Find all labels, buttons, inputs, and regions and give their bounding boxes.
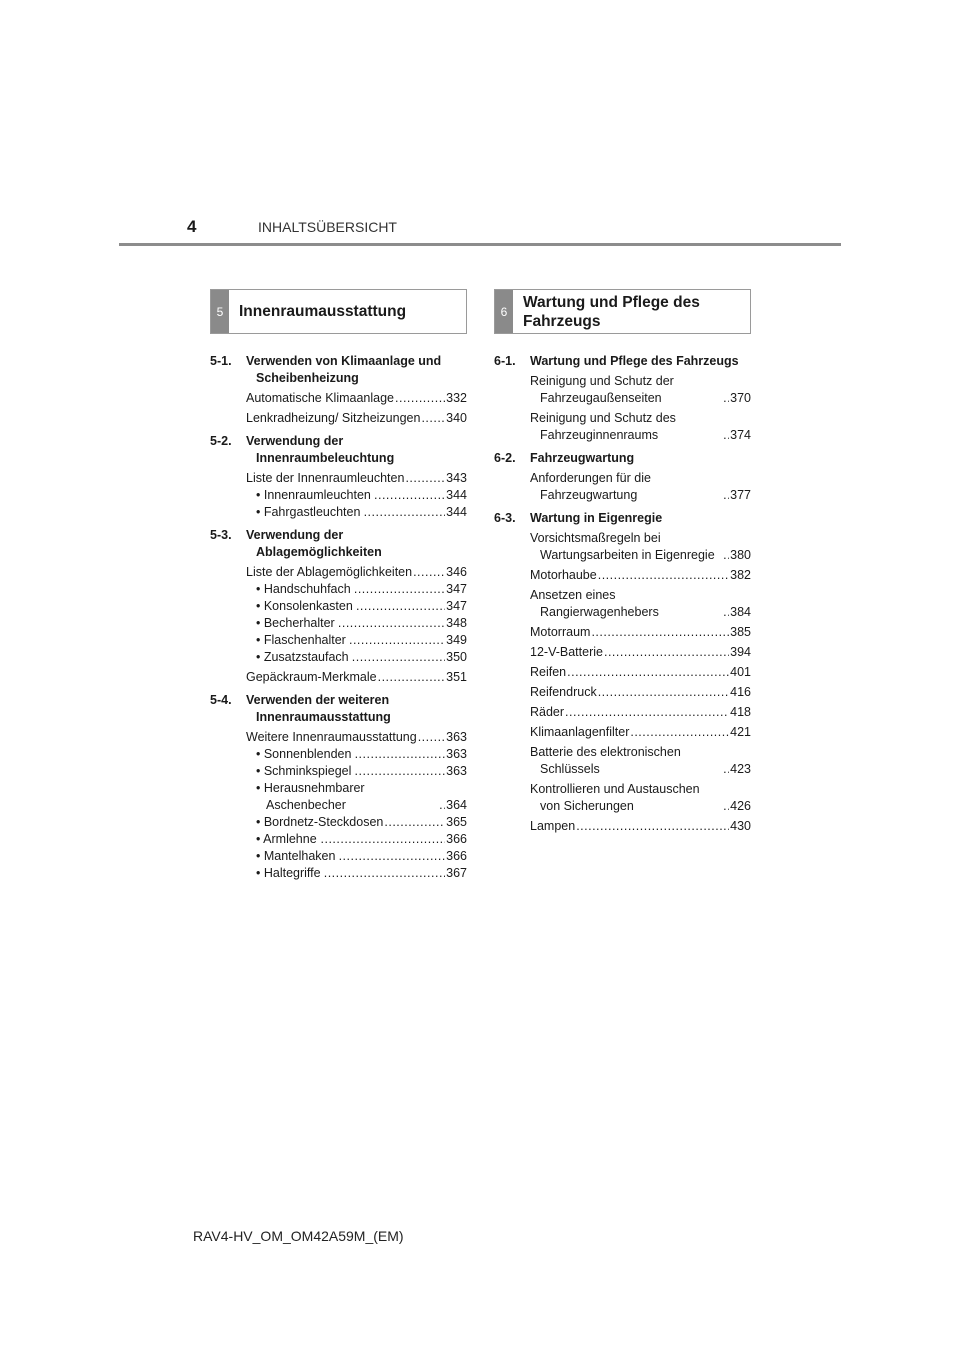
section-number: 6-1. [494, 354, 516, 368]
toc-entry[interactable] [530, 567, 751, 584]
toc-entry[interactable] [530, 644, 751, 661]
entry-label: • Schminkspiegel [256, 764, 352, 778]
toc-entry[interactable] [246, 564, 467, 581]
entry-page-number: 430 [730, 819, 751, 833]
dot-leader [364, 504, 446, 521]
toc-subentry[interactable] [256, 615, 467, 632]
toc-section-heading [494, 353, 751, 370]
toc-entry[interactable] [246, 470, 467, 487]
toc-subentry[interactable] [256, 848, 467, 865]
entry-page-number: 423 [730, 762, 751, 776]
toc-entry[interactable] [530, 664, 751, 681]
entry-label: • Flaschenhalter [256, 633, 346, 647]
entry-label: Reifendruck [530, 685, 597, 699]
toc-entry[interactable] [530, 781, 751, 815]
chapter-number-tab: 6 [495, 290, 513, 333]
entry-page-number: 380 [730, 548, 751, 562]
entry-label: Lampen [530, 819, 576, 833]
dot-leader [395, 390, 445, 407]
toc-entry[interactable] [530, 818, 751, 835]
entry-label: Automatische Klimaanlage [246, 391, 394, 405]
toc-subentry[interactable] [256, 780, 467, 814]
toc-section-heading [210, 433, 467, 467]
toc-column-left [210, 289, 467, 882]
entry-label: Ansetzen eines Rangierwagenhebers [530, 588, 659, 619]
chapter-title: Wartung und Pflege des Fahrzeugs [523, 293, 700, 330]
entry-page-number: 421 [730, 725, 751, 739]
dot-leader [439, 797, 445, 814]
dot-leader [413, 564, 445, 581]
toc-subentry[interactable] [256, 598, 467, 615]
section-title: Verwenden von Klimaanlage und Scheibenheizung [246, 354, 442, 385]
section-number: 5-2. [210, 434, 232, 448]
toc-subentry[interactable] [256, 487, 467, 504]
dot-leader [356, 598, 445, 615]
section-title: Verwendung der Innenraumbeleuchtung [246, 434, 395, 465]
dot-leader [421, 410, 445, 427]
header-rule [119, 243, 841, 246]
document-code: RAV4-HV_OM_OM42A59M_(EM) [193, 1228, 404, 1244]
entry-label: Liste der Ablagemöglichkeiten [246, 565, 413, 579]
section-title: Wartung und Pflege des Fahrzeugs [530, 354, 739, 368]
entry-page-number: 351 [446, 670, 467, 684]
entry-label: • Handschuhfach [256, 582, 351, 596]
entry-page-number: 346 [446, 565, 467, 579]
page-title: INHALTSÜBERSICHT [258, 219, 397, 235]
dot-leader [384, 814, 445, 831]
entry-label: Kontrollieren und Austauschen von Sicherungen [530, 782, 700, 813]
toc-list [494, 353, 751, 835]
entry-label: • Herausnehmbarer Aschenbecher [256, 781, 365, 812]
page-number: 4 [187, 217, 197, 236]
section-title: Verwenden der weiteren Innenraumausstattung [246, 693, 391, 724]
toc-section-heading [494, 510, 751, 527]
entry-page-number: 394 [730, 645, 751, 659]
toc-entry[interactable] [530, 724, 751, 741]
toc-section-heading [494, 450, 751, 467]
entry-page-number: 364 [446, 798, 467, 812]
entry-page-number: 366 [446, 849, 467, 863]
toc-subentry[interactable] [256, 865, 467, 882]
entry-page-number: 363 [446, 730, 467, 744]
entry-page-number: 344 [446, 488, 467, 502]
dot-leader [565, 704, 729, 721]
chapter-number-tab: 5 [211, 290, 229, 333]
dot-leader [723, 604, 729, 621]
dot-leader [339, 848, 446, 865]
entry-label: Räder [530, 705, 565, 719]
entry-label: • Haltegriffe [256, 866, 321, 880]
toc-entry[interactable] [530, 624, 751, 641]
dot-leader [576, 818, 729, 835]
toc-entry[interactable] [246, 729, 467, 746]
section-number: 5-1. [210, 354, 232, 368]
dot-leader [321, 831, 446, 848]
entry-page-number: 384 [730, 605, 751, 619]
entry-label: • Konsolenkasten [256, 599, 353, 613]
section-number: 6-2. [494, 451, 516, 465]
entry-label: • Fahrgastleuchten [256, 505, 361, 519]
entry-page-number: 347 [446, 599, 467, 613]
toc-subentry[interactable] [256, 746, 467, 763]
dot-leader [354, 581, 445, 598]
entry-page-number: 363 [446, 747, 467, 761]
toc-subentry[interactable] [256, 581, 467, 598]
section-title: Fahrzeugwartung [530, 451, 635, 465]
toc-subentry[interactable] [256, 831, 467, 848]
dot-leader [723, 798, 729, 815]
entry-label: Motorhaube [530, 568, 597, 582]
toc-entry[interactable] [530, 684, 751, 701]
toc-entry[interactable] [530, 373, 751, 407]
entry-label: Weitere Innenraumausstattung [246, 730, 417, 744]
dot-leader [604, 644, 729, 661]
dot-leader [723, 427, 729, 444]
dot-leader [355, 746, 446, 763]
entry-page-number: 382 [730, 568, 751, 582]
entry-page-number: 365 [446, 815, 467, 829]
section-number: 5-3. [210, 528, 232, 542]
entry-page-number: 344 [446, 505, 467, 519]
toc-column-right [494, 289, 751, 835]
entry-label: Anforderungen für die Fahrzeugwartung [530, 471, 651, 502]
entry-page-number: 343 [446, 471, 467, 485]
toc-subentry[interactable] [256, 632, 467, 649]
entry-page-number: 363 [446, 764, 467, 778]
entry-label: Reifen [530, 665, 567, 679]
entry-label: Gepäckraum-Merkmale [246, 670, 377, 684]
dot-leader [374, 487, 445, 504]
dot-leader [349, 632, 445, 649]
dot-leader [598, 684, 729, 701]
entry-page-number: 416 [730, 685, 751, 699]
entry-page-number: 385 [730, 625, 751, 639]
entry-page-number: 347 [446, 582, 467, 596]
dot-leader [723, 547, 729, 564]
dot-leader [324, 865, 445, 882]
toc-entry[interactable] [530, 704, 751, 721]
toc-list [210, 353, 467, 882]
entry-label: Reinigung und Schutz der Fahrzeugaußenseiten [530, 374, 674, 405]
entry-label: • Mantelhaken [256, 849, 336, 863]
entry-label: • Bordnetz-Steckdosen [256, 815, 384, 829]
dot-leader [418, 729, 445, 746]
dot-leader [567, 664, 729, 681]
dot-leader [355, 763, 446, 780]
toc-entry[interactable] [530, 410, 751, 444]
entry-page-number: 418 [730, 705, 751, 719]
entry-page-number: 401 [730, 665, 751, 679]
entry-page-number: 370 [730, 391, 751, 405]
toc-subentry[interactable] [256, 814, 467, 831]
toc-section-heading [210, 353, 467, 387]
toc-entry[interactable] [530, 587, 751, 621]
toc-entry[interactable] [530, 530, 751, 564]
entry-page-number: 377 [730, 488, 751, 502]
chapter-box [494, 289, 751, 334]
chapter-title: Innenraumausstattung [239, 303, 407, 320]
entry-label: Lenkradheizung/ Sitzheizungen [246, 411, 421, 425]
entry-label: Batterie des elektronischen Schlüssels [530, 745, 681, 776]
toc-subentry[interactable] [256, 649, 467, 666]
entry-label: • Sonnenblenden [256, 747, 352, 761]
dot-leader [352, 649, 445, 666]
dot-leader [723, 487, 729, 504]
chapter-box [210, 289, 467, 334]
entry-page-number: 348 [446, 616, 467, 630]
entry-page-number: 426 [730, 799, 751, 813]
dot-leader [591, 624, 729, 641]
entry-page-number: 349 [446, 633, 467, 647]
dot-leader [630, 724, 729, 741]
entry-page-number: 367 [446, 866, 467, 880]
entry-page-number: 350 [446, 650, 467, 664]
toc-entry[interactable] [530, 744, 751, 778]
dot-leader [598, 567, 729, 584]
entry-label: • Zusatzstaufach [256, 650, 349, 664]
entry-label: • Armlehne [256, 832, 317, 846]
entry-page-number: 366 [446, 832, 467, 846]
entry-page-number: 340 [446, 411, 467, 425]
toc-section-heading [210, 527, 467, 561]
entry-label: 12-V-Batterie [530, 645, 603, 659]
entry-page-number: 332 [446, 391, 467, 405]
toc-entry[interactable] [530, 470, 751, 504]
section-number: 6-3. [494, 511, 516, 525]
dot-leader [405, 470, 445, 487]
dot-leader [338, 615, 445, 632]
toc-subentry[interactable] [256, 504, 467, 521]
toc-entry[interactable] [246, 390, 467, 407]
dot-leader [378, 669, 446, 686]
entry-label: • Becherhalter [256, 616, 335, 630]
section-number: 5-4. [210, 693, 232, 707]
toc-section-heading [210, 692, 467, 726]
entry-label: Vorsichtsmaßregeln bei Wartungsarbeiten in Eigenregie [530, 531, 715, 562]
section-title: Wartung in Eigenregie [530, 511, 663, 525]
entry-label: Reinigung und Schutz des Fahrzeuginnenraums [530, 411, 676, 442]
dot-leader [723, 390, 729, 407]
toc-subentry[interactable] [256, 763, 467, 780]
section-title: Verwendung der Ablagemöglichkeiten [246, 528, 382, 559]
entry-page-number: 374 [730, 428, 751, 442]
toc-entry[interactable] [246, 410, 467, 427]
entry-label: • Innenraumleuchten [256, 488, 371, 502]
entry-label: Liste der Innenraumleuchten [246, 471, 405, 485]
entry-label: Klimaanlagenfilter [530, 725, 630, 739]
toc-entry[interactable] [246, 669, 467, 686]
dot-leader [723, 761, 729, 778]
entry-label: Motorraum [530, 625, 591, 639]
